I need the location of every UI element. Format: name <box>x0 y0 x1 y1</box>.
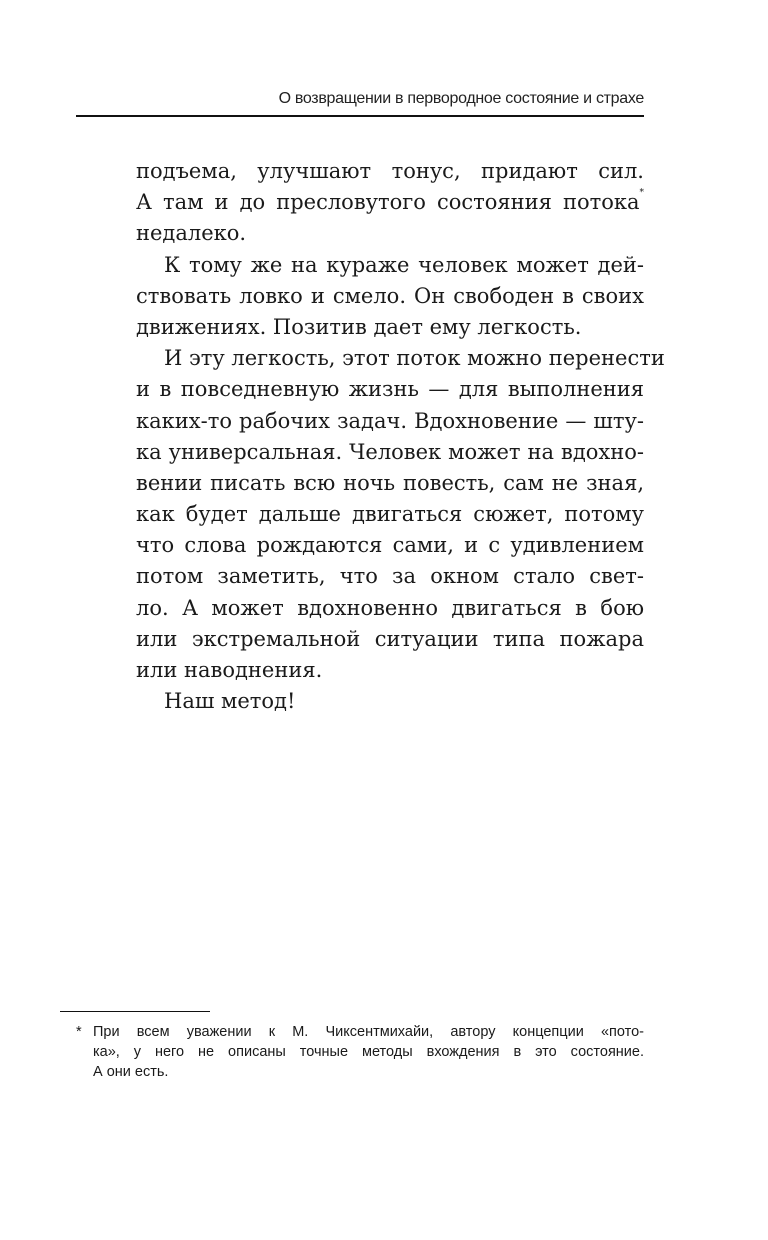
paragraph <box>136 250 644 344</box>
footnote-reference[interactable]: * <box>639 188 644 199</box>
footnote-text <box>93 1022 644 1082</box>
text-line: ствовать ловко и смело. Он свободен в своих <box>136 283 644 308</box>
text-line: или экстремальной ситуации типа пожара <box>136 626 644 651</box>
footnote-rule <box>60 1011 210 1012</box>
text-line: Наш метод! <box>164 689 296 714</box>
running-head: О возвращении в первородное состояние и страхе <box>278 90 644 107</box>
footnote <box>76 1022 644 1082</box>
text-line: ка универсальная. Человек может на вдохно- <box>136 439 644 464</box>
main-text <box>136 156 665 717</box>
footnote-line: При всем уважении к М. Чиксентмихайи, автору концепции «пото- <box>93 1024 644 1040</box>
text-line-content: А там и до пресловутого состояния потока <box>136 190 640 215</box>
header-rule <box>76 115 644 117</box>
text-line: или наводнения. <box>136 658 323 682</box>
text-line: подъема, улучшают тонус, придают сил. <box>136 159 644 183</box>
text-line: вении писать всю ночь повесть, сам не зная, <box>136 470 644 495</box>
text-line: И эту легкость, этот поток можно перенести <box>164 346 665 371</box>
text-line: недалеко. <box>136 221 247 246</box>
text-line <box>136 187 644 218</box>
footnote-line: А они есть. <box>93 1064 169 1080</box>
paragraph <box>136 156 644 250</box>
footnote-line: ка», у него не описаны точные методы вхождения в это состояние. <box>93 1044 644 1060</box>
text-line: движениях. Позитив дает ему легкость. <box>136 314 582 339</box>
text-line: как будет дальше двигаться сюжет, потому <box>136 502 644 527</box>
paragraph <box>136 686 644 717</box>
text-line: каких-то рабочих задач. Вдохновение — шту- <box>136 408 644 433</box>
text-line: что слова рождаются сами, и с удивлением <box>136 533 644 558</box>
text-line: ло. А может вдохновенно двигаться в бою <box>136 595 644 620</box>
text-line: потом заметить, что за окном стало свет- <box>136 564 644 589</box>
text-line: и в повседневную жизнь — для выполнения <box>136 377 644 402</box>
paragraph <box>136 343 665 686</box>
footnote-mark: * <box>76 1024 82 1040</box>
text-line: К тому же на кураже человек может дей- <box>164 252 644 277</box>
